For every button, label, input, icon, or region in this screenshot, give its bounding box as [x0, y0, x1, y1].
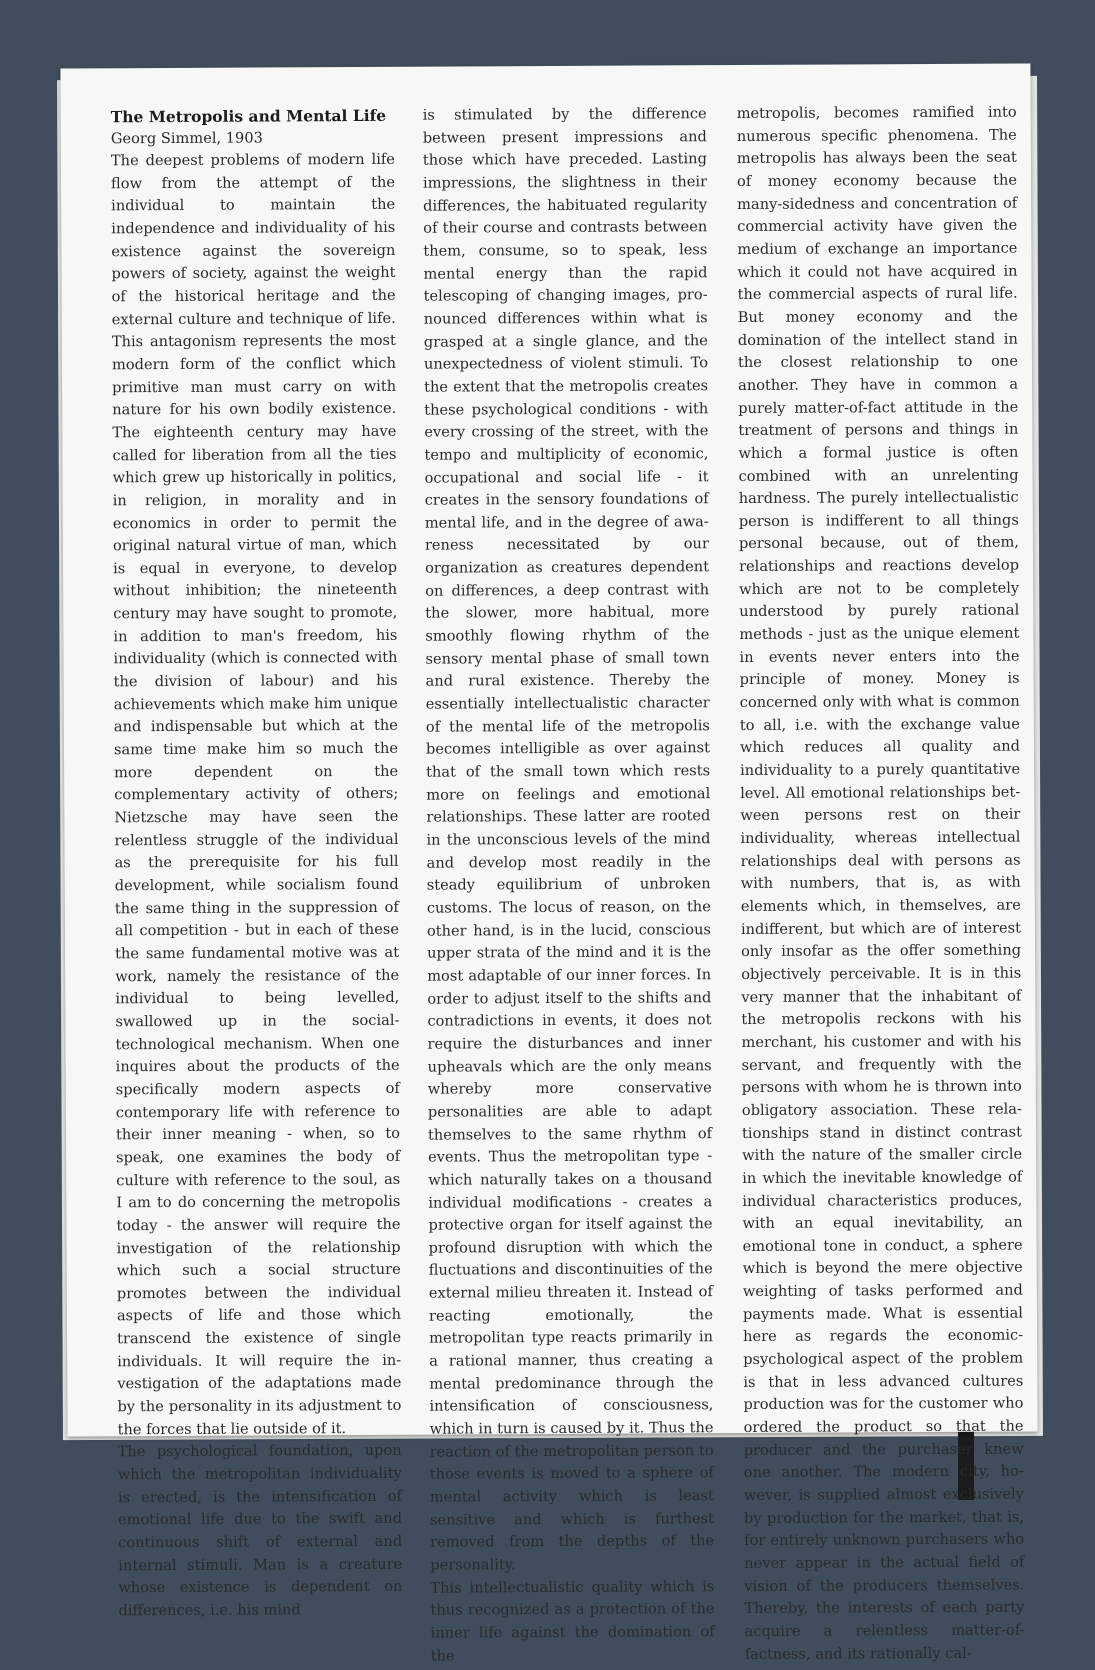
paragraph: The psychological foundation, upon which the metropolitan individuality is erected, is the intensification of emotional life due to the swift and continuous shift of external and internal stimuli. Man is a creature whose existence is dependent on differences, i.e. his mind — [117, 1442, 403, 1620]
text-column-3 — [737, 102, 1025, 1667]
text-column-2 — [423, 103, 715, 1668]
paragraph: is stimulated by the difference between present impressions and those which have preceded. Lasting impressions, the slightness in their differences, the habituated regularity of their course and contrasts between them, consume, so to speak, less mental energy than the rapid telescoping of changing images, pronounced differences within what is grasped at a single glance, and the unexpectedness of violent stimuli. To the extent that the metropolis creates these psychological conditions - with every crossing of the street, with the tempo and multiplicity of economic, occupational and social life - it creates in the sensory foundations of mental life, and in the degree of awareness necessitated by our organization as creatures dependent on differences, a deep contrast with the slower, more habitual, more smoothly flowing rhythm of the sensory mental phase of small town and rural existence. Thereby the essentially intellectualistic character of the mental life of the metropolis becomes intelligible as over against that of the small town which rests more on feelings and emotional relationships. These latter are rooted in the unconscious levels of the mind and develop most readily in the steady equilibrium of unbroken customs. The locus of reason, on the other hand, is in the lucid, conscious upper strata of the mind and it is the most adaptable of our inner forces. In order to adjust itself to the shifts and contradictions in events, it does not require the disturbances and inner upheavals which are the only means whereby more conservative personalities are able to adapt themselves to the same rhythm of events. Thus the metropolitan type - which naturally takes on a thousand individual modifications - creates a protective organ for itself against the profound disruption with which the fluctuations and discontinuities of the external milieu threaten it. Instead of reacting emotionally, the metropolitan type reacts primarily in a rational manner, thus creating a mental predominance through the intensification of consciousness, which in turn is caused by it. Thus the reaction of the metropolitan person to those events is moved to a sphere of mental activity which is least sensitive and which is furthest removed from the depths of the personality. — [422, 105, 715, 1574]
paragraph: metropolis, becomes ramified into numerous specific phenomena. The metropolis has always been the seat of money economy because the many-sidedness and concentration of commercial activity have given the medium of exchange an importance which it could not have acquired in the commercial aspects of rural life. But money economy and the domination of the intellect stand in the closest relationship to one another. They have in common a purely matter-of-fact attitude in the treatment of persons and things in which a formal justice is often combined with an unrelenting hardness. The purely intellectualistic person is indifferent to all things personal because, out of them, relationships and reactions develop which are not to be completely understood by purely rational methods - just as the unique element in events never enters into the principle of money. Money is concerned only with what is common to all, i.e. with the exchange value which reduces all quality and individuality to a purely quantitative level. All emotional relationships between persons rest on their individuality, whereas intellectual relationships deal with persons as with numbers, that is, as with elements which, in themselves, are indifferent, but which are of interest only insofar as the offer something objectively perceivable. It is in this very manner that the inhabitant of the metropolis reckons with his merchant, his customer and with his servant, and frequently with the persons with whom he is thrown into obligatory association. These relationships stand in distinct contrast with the nature of the smaller circle in which the inevitable knowledge of individual characteristics produces, with an equal inevitability, an emotional tone in conduct, a sphere which is beyond the mere objective weighting of tasks performed and payments made. What is essential here as regards the economic-psychological aspect of the problem is that in less advanced cultures production was for the customer who ordered the product so that the producer and the purchaser knew one another. The modern city, however, is supplied almost exclusively by production for the market, that is, for entirely unknown purchasers who never appear in the actual field of vision of the producers themselves. Thereby, the interests of each party acquire a relentless matter-of-factness, and its rationally cal- — [736, 103, 1025, 1663]
essay-title: The Metropolis and Mental Life — [110, 105, 387, 127]
book-page — [60, 63, 1037, 1665]
text-column-1 — [111, 105, 403, 1623]
essay-author: Georg Simmel, 1903 — [110, 129, 263, 148]
paragraph: This intellectualistic quality which is thus recognized as a protection of the inner life against the domination of the — [430, 1577, 715, 1665]
paragraph: The deepest problems of modern life flow from the attempt of the individual to maintain the independence and individuality of his existence against the sovereign powers of society, against the weight of the historical heritage and the external culture and technique of life. This antagonism represents the most modern form of the conflict which primitive man must carry on with nature for his own bodily existence. The eighteenth century may have called for liberation from all the ties which grew up historically in politics, in religion, in morality and in economics in order to permit the original natural virtue of man, which is equal in everyone, to develop without inhibition; the nineteenth century may have sought to promote, in addition to man's freedom, his individuality (which is connected with the division of labour) and his achievements which make him unique and indispensable but which at the same time make him so much the more dependent on the complementary activity of others; Nietzsche may have seen the relentless struggle of the individual as the prerequisite for his full development, while socialism found the same thing in the suppression of all competition - but in each of these the same fundamental motive was at work, namely the resistance of the individual to being levelled, swallowed up in the social-technological mechanism. When one inquires about the products of the specifically modern aspects of contemporary life with reference to their inner meaning - when, so to speak, one examines the body of culture with reference to the soul, as I am to do concerning the metropolis today - the answer will require the investigation of the relationship which such a social structure promotes between the individual aspects of life and those which transcend the existence of single individuals. It will require the investigation of the adaptations made by the personality in its adjustment to the forces that lie outside of it. — [110, 150, 402, 1439]
